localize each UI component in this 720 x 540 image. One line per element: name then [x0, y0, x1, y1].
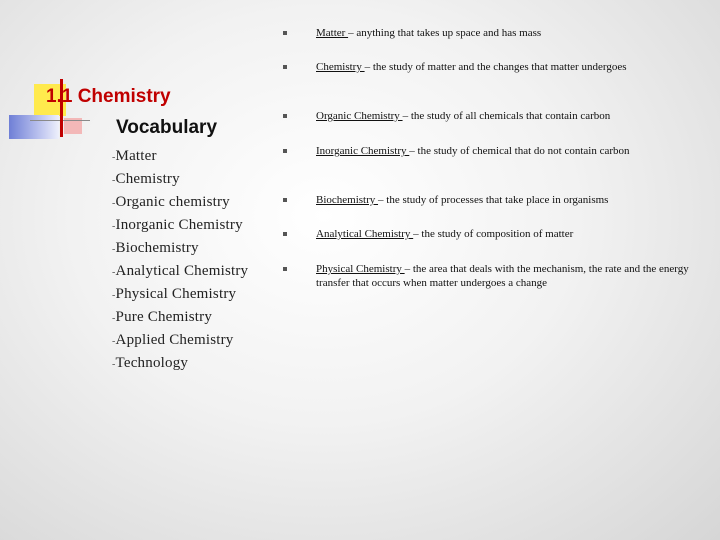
vocab-bullet: - [112, 313, 116, 324]
vocab-bullet: - [112, 221, 116, 232]
definition-term: Biochemistry [316, 194, 379, 206]
definition-text [316, 144, 691, 158]
vocab-item [112, 215, 248, 238]
vocabulary-list [112, 146, 248, 376]
vocab-bullet: - [112, 359, 116, 370]
vocab-term: Physical Chemistry [115, 286, 237, 302]
square-bullet-icon [283, 31, 287, 35]
square-bullet-icon [283, 149, 287, 153]
definition-body: – anything that takes up space and has mass [348, 27, 542, 39]
definition-term: Inorganic Chemistry [316, 145, 410, 157]
square-bullet-icon [283, 65, 287, 69]
vocab-bullet: - [112, 336, 116, 347]
vocab-bullet: - [112, 267, 116, 278]
vocab-term: Chemistry [115, 171, 180, 187]
vocab-bullet: - [112, 198, 116, 209]
definition-text [316, 193, 691, 207]
definition-term: Chemistry [316, 61, 365, 73]
slide-subtitle: Vocabulary [116, 117, 218, 138]
vocab-item [112, 169, 248, 192]
vocab-item [112, 261, 248, 284]
vocab-item [112, 146, 248, 169]
definition-text [316, 26, 691, 40]
definition-term: Physical Chemistry [316, 263, 405, 275]
definition-body: – the study of composition of matter [413, 228, 574, 240]
vocab-item [112, 353, 248, 376]
vocab-bullet: - [112, 290, 116, 301]
vocab-term: Inorganic Chemistry [115, 217, 243, 233]
decorative-blue-bar [9, 115, 59, 139]
definition-body: – the area that deals with the mechanism, the rate and the energy transfer that occurs when matter undergoes a change [316, 263, 689, 289]
slide-title: 1.1 Chemistry [46, 86, 171, 107]
definition-body: – the study of processes that take place in organisms [378, 194, 609, 206]
vocab-bullet: - [112, 152, 116, 163]
vocab-term: Analytical Chemistry [115, 263, 249, 279]
vocab-term: Matter [115, 148, 157, 164]
vocab-bullet: - [112, 244, 116, 255]
definition-text [316, 109, 691, 123]
square-bullet-icon [283, 267, 287, 271]
square-bullet-icon [283, 114, 287, 118]
vocab-term: Organic chemistry [115, 194, 230, 210]
definition-body: – the study of all chemicals that contain carbon [402, 110, 611, 122]
definition-body: – the study of matter and the changes that matter undergoes [364, 61, 627, 73]
vocab-term: Applied Chemistry [115, 332, 234, 348]
definition-term: Organic Chemistry [316, 110, 403, 122]
vocab-item [112, 284, 248, 307]
vocab-term: Pure Chemistry [115, 309, 213, 325]
vocab-item [112, 192, 248, 215]
vocab-item [112, 307, 248, 330]
square-bullet-icon [283, 232, 287, 236]
vocab-term: Technology [115, 355, 189, 371]
definition-term: Matter [316, 27, 349, 39]
definition-text [316, 60, 691, 74]
square-bullet-icon [283, 198, 287, 202]
vocab-item [112, 238, 248, 261]
vocab-term: Biochemistry [115, 240, 199, 256]
vocab-bullet: - [112, 175, 116, 186]
definition-text [316, 262, 691, 290]
vocab-item [112, 330, 248, 353]
definition-body: – the study of chemical that do not contain carbon [409, 145, 630, 157]
definition-text [316, 227, 691, 241]
definition-term: Analytical Chemistry [316, 228, 414, 240]
